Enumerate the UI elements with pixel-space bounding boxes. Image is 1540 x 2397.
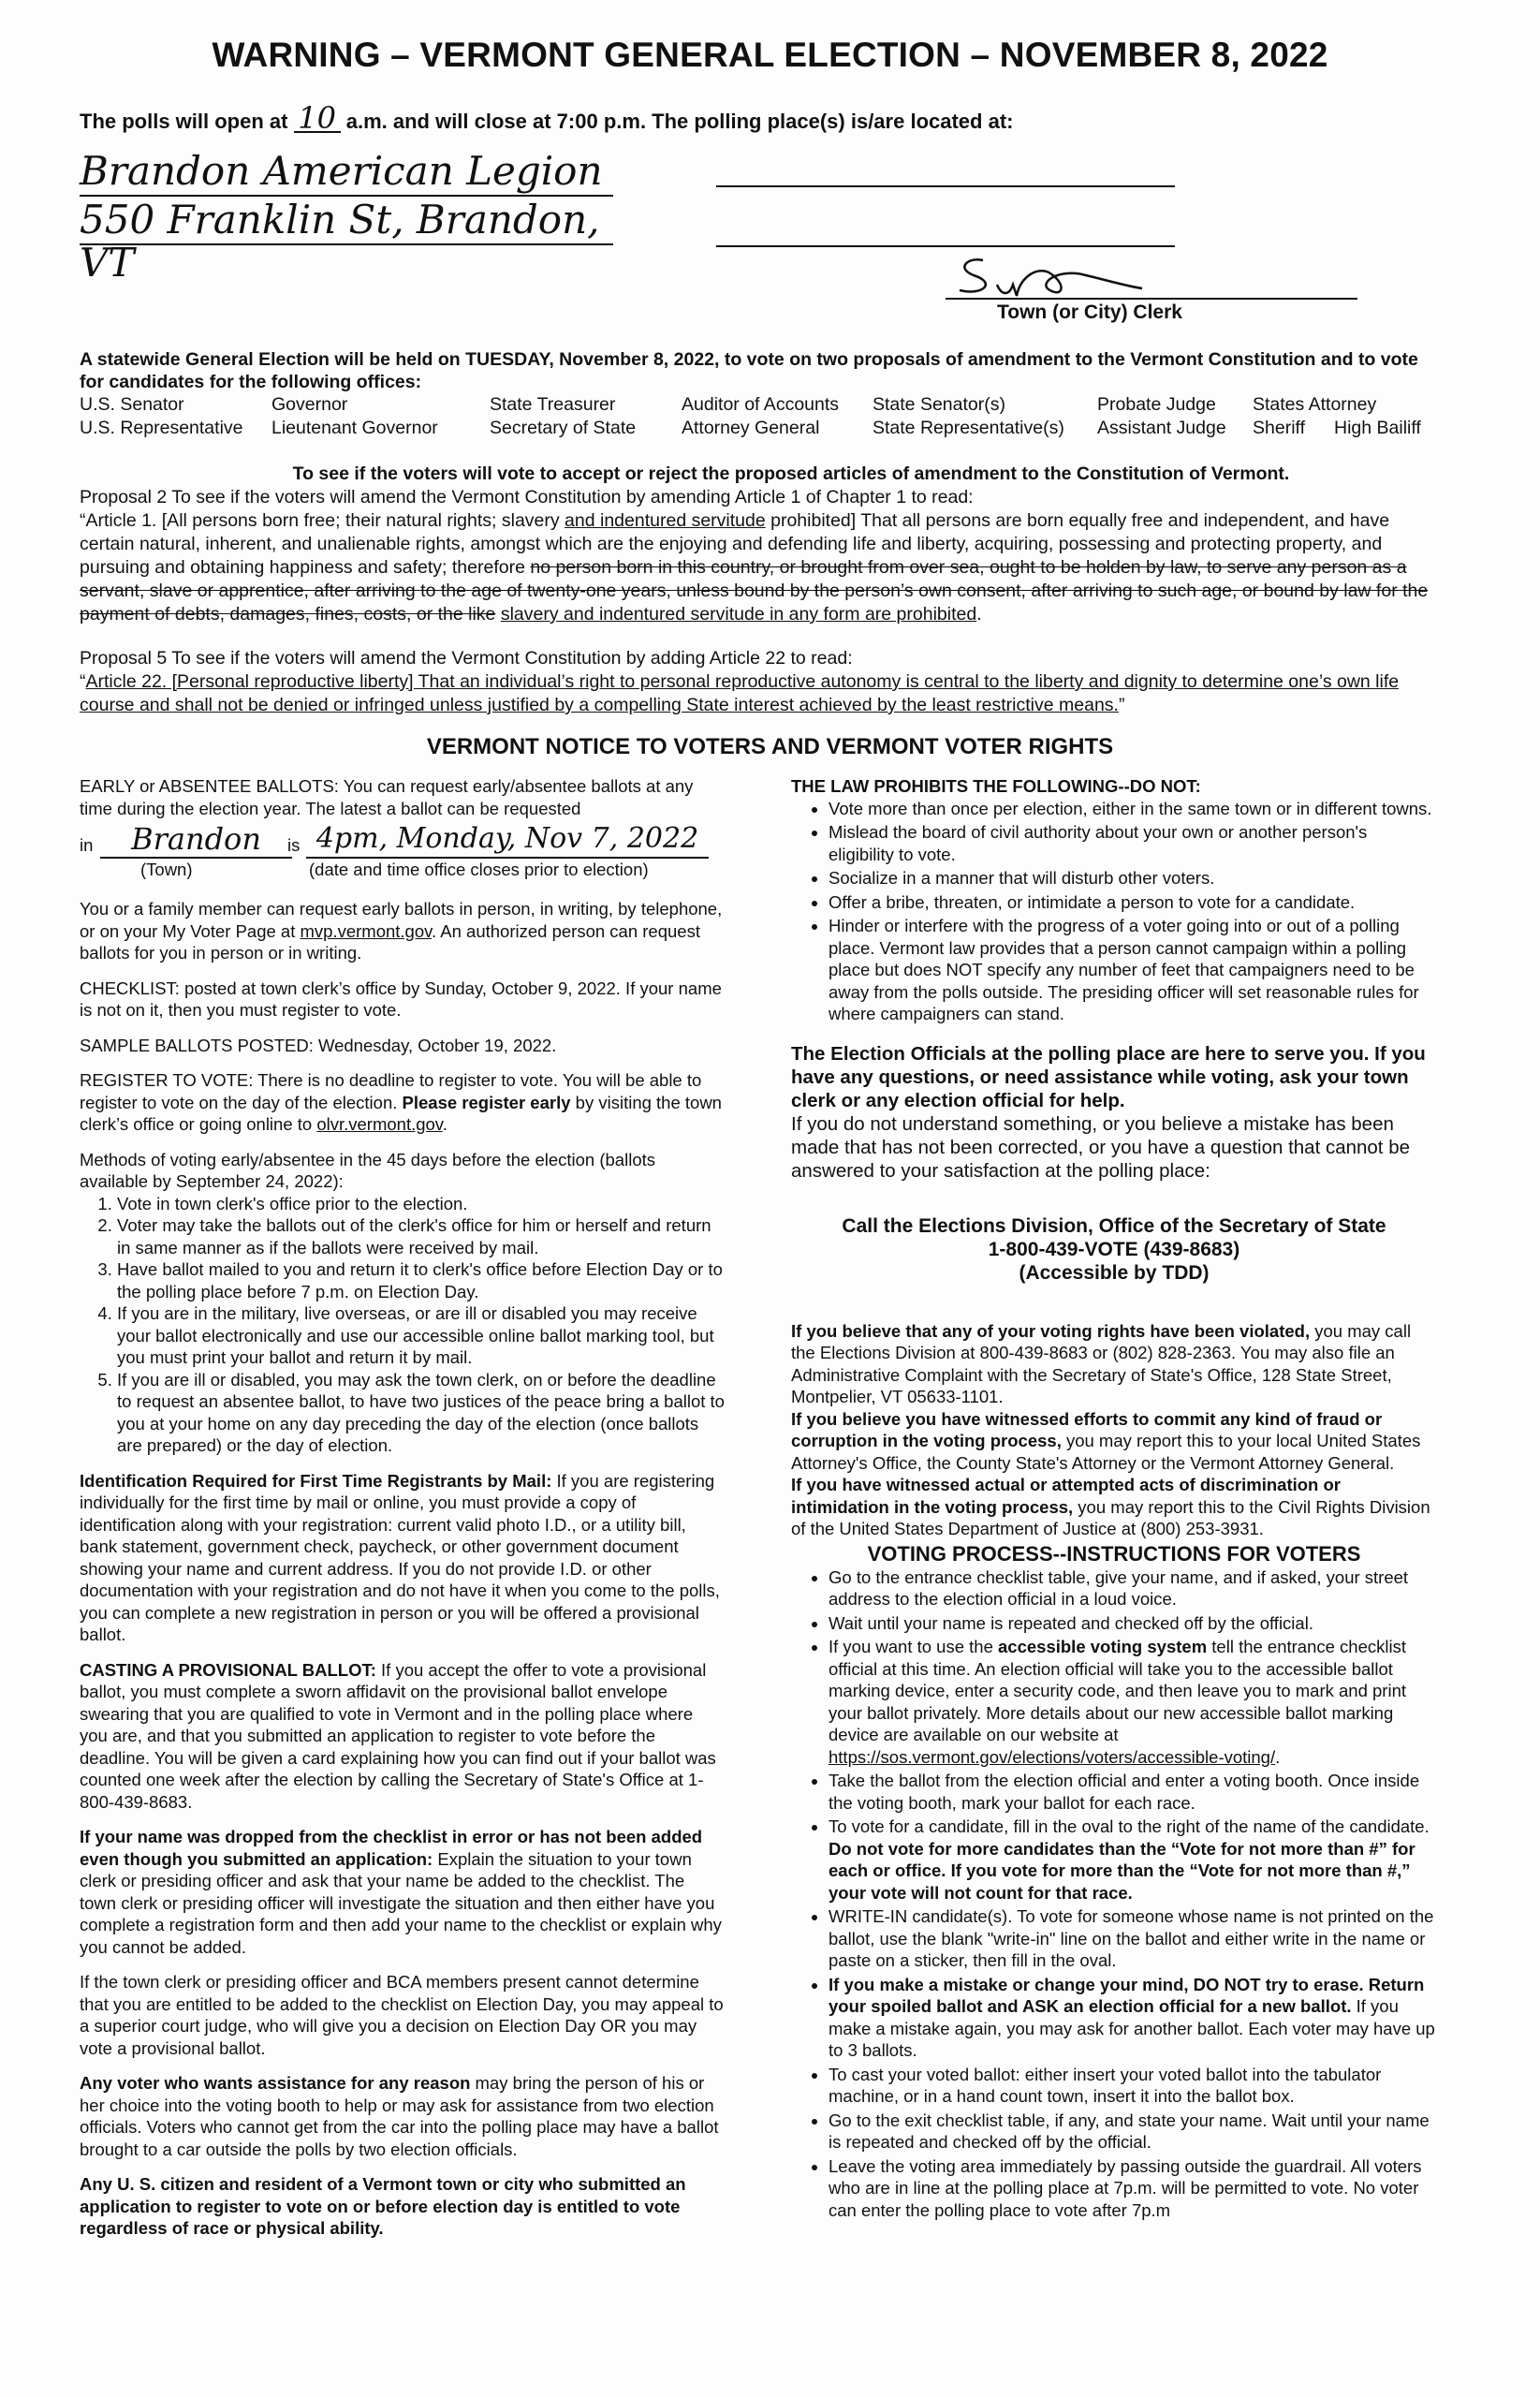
proc-3-text-a: If you want to use the — [829, 1637, 998, 1656]
methods-list — [80, 1193, 726, 1457]
p2-text-a: “Article 1. [All persons born free; their natural rights; slavery — [80, 510, 565, 531]
checklist-label: CHECKLIST: — [80, 978, 180, 998]
olvr-link[interactable]: olvr.vermont.gov — [316, 1114, 443, 1134]
fraud-label: If you believe you have witnessed efforts to commit any kind of fraud or corruption in the voting process, — [791, 1408, 1383, 1450]
identification-label: Identification Required for First Time Registrants by Mail: — [80, 1470, 552, 1491]
proc-7-bold: If you make a mistake or change your mind, DO NOT try to erase. Return your spoiled ballot and ASK an election official for a new ballot. — [829, 1974, 1425, 2016]
deadline-caption: (date and time office closes prior to election) — [309, 860, 649, 879]
accessible-voting-bold: accessible voting system — [998, 1637, 1208, 1656]
polls-hours-line — [80, 100, 1014, 136]
process-item: • Go to the entrance checklist table, give your name, and if asked, your street address to the election official in a loud voice. — [829, 1566, 1437, 1610]
voting-process-heading: VOTING PROCESS--INSTRUCTIONS FOR VOTERS — [867, 1541, 1361, 1566]
amendments-heading: To see if the voters will vote to accept or reject the proposed articles of amendment to the Constitution of Vermont. — [292, 463, 1290, 484]
clerk-label: Town (or City) Clerk — [997, 301, 1182, 323]
office-high-bailiff: High Bailiff — [1334, 418, 1421, 438]
polls-close-text: a.m. and will close at 7:00 p.m. The polling place(s) is/are located at: — [345, 110, 1014, 133]
office-sheriff: Sheriff — [1253, 418, 1306, 438]
call-line-3: (Accessible by TDD) — [1019, 1261, 1210, 1284]
dropped-name-label: If your name was dropped from the checklist in error or has not been added even though you submitted an application: — [80, 1827, 703, 1869]
dropped-name-text: Explain the situation to your town clerk or presiding officer and ask that your name be added to the checklist. The town clerk or presiding officer will investigate the situation and then either have you complete a registration form and then add your name to the checklist or explain why you cannot be added. — [80, 1848, 722, 1957]
office-us-representative: U.S. Representative — [80, 418, 243, 438]
location-line-1: Brandon American Legion — [80, 150, 613, 197]
identification-paragraph — [80, 1470, 726, 1646]
location-blank-line-3 — [716, 184, 1175, 187]
family-request-paragraph — [80, 898, 726, 964]
offices-row-1 — [80, 394, 1446, 417]
proc-5-bold: Do not vote for more candidates than the “Vote for not more than #” for each or office. If you vote for more than the “Vote for not more than #,” your vote will not count for that race. — [829, 1838, 1415, 1903]
process-item — [829, 1974, 1437, 2062]
early-ballots-paragraph — [80, 775, 726, 819]
methods-intro: Methods of voting early/absentee in the 45 days before the election (ballots available by September 24, 2022): — [80, 1149, 655, 1191]
p5-article-22: Article 22. [Personal reproductive liberty] That an individual’s right to personal reproductive autonomy is central to the liberty and dignity to determine one’s own life course and shall not be denied or infringed unless justified by a compelling State interest achieved by the least restrictive means. — [80, 671, 1400, 715]
office-us-senator: U.S. Senator — [80, 394, 184, 415]
call-line-2: 1-800-439-VOTE (439-8683) — [988, 1238, 1240, 1260]
law-heading: THE LAW PROHIBITS THE FOLLOWING--DO NOT: — [791, 776, 1201, 796]
office-attorney-general: Attorney General — [682, 418, 820, 438]
family-text-a: You or a family member can request early ballots in person, in writing, by telephone, or on your My Voter Page at — [80, 899, 723, 941]
office-lieutenant-governor: Lieutenant Governor — [271, 418, 438, 438]
method-item: 5. If you are ill or disabled, you may ask the town clerk, on or before the deadline to request an absentee ballot, to have two justices of the peace bring a ballot to you at your home on any day preceding the day of the election (once ballots are prepared) or the day of election. — [117, 1369, 726, 1457]
process-item: • Go to the exit checklist table, if any, and state your name. Wait until your name is repeated and checked off by the official. — [829, 2110, 1437, 2154]
office-secretary-of-state: Secretary of State — [490, 418, 637, 438]
discrimination-paragraph — [791, 1474, 1437, 1540]
mvp-link[interactable]: mvp.vermont.gov — [300, 920, 433, 941]
checklist-paragraph — [80, 978, 726, 1022]
office-probate-judge: Probate Judge — [1097, 394, 1216, 415]
assistance-paragraph — [80, 2072, 726, 2160]
office-auditor: Auditor of Accounts — [682, 394, 840, 415]
provisional-text: If you accept the offer to vote a provisional ballot, you must complete a sworn affidavit on the provisional ballot envelope swearing that you are qualified to vote in Vermont and in the polling place where you are, and that you submitted an application to register to vote before the deadline. You will be given a card explaining how you can find out if your ballot was counted one week after the election by calling the Secretary of State's Office at 1-800-439-8683. — [80, 1659, 716, 1812]
p2-text-added-1: and indentured servitude — [565, 510, 766, 531]
register-text-a: REGISTER TO VOTE: There is no deadline to register to vote. You will be able to register to vote on the day of the election. — [80, 1070, 702, 1112]
fraud-paragraph — [791, 1408, 1437, 1475]
early-ballots-text: You can request early/absentee ballots at any time during the election year. The latest a ballot can be requested — [80, 776, 694, 818]
process-item: • WRITE-IN candidate(s). To vote for someone whose name is not printed on the ballot, use the blank "write-in" line on the ballot and either write in the name or paste on a sticker, then fill in the oval. — [829, 1905, 1437, 1972]
dropped-name-paragraph — [80, 1826, 726, 1958]
proposal-5-text — [80, 670, 1446, 717]
polls-open-prefix: The polls will open at — [80, 110, 288, 133]
offices-row-2 — [80, 418, 1446, 440]
right-column — [791, 775, 1437, 2223]
election-intro: A statewide General Election will be held on TUESDAY, November 8, 2022, to vote on two proposals of amendment to the Vermont Constitution and to vote for candidates for the following offices: — [80, 349, 1418, 392]
checklist-text: posted at town clerk’s office by Sunday, October 9, 2022. If your name is not on it, then you must register to vote. — [80, 978, 722, 1020]
voting-process-list — [791, 1566, 1437, 2222]
office-states-attorney: States Attorney — [1253, 394, 1377, 415]
deadline-fill-in — [80, 819, 726, 885]
office-governor: Governor — [271, 394, 348, 415]
location-line-2: 550 Franklin St, Brandon, VT — [80, 199, 613, 245]
p2-text-added-2: slavery and indentured servitude in any form are prohibited — [500, 604, 977, 625]
proc-3-text-d: . — [1275, 1746, 1281, 1767]
office-state-senator: State Senator(s) — [873, 394, 1005, 415]
method-item: 4. If you are in the military, live overseas, or are ill or disabled you may receive your ballot electronically and use our accessible online ballot marking tool, but you must print your ballot and return it by mail. — [117, 1302, 726, 1369]
proc-7-text: If you make a mistake again, you may ask for another ballot. Each voter may have up to 3 ballots. — [829, 1996, 1435, 2060]
office-assistant-judge: Assistant Judge — [1097, 418, 1226, 438]
document-title: WARNING – VERMONT GENERAL ELECTION – NOVEMBER 8, 2022 — [212, 36, 1328, 74]
law-item: • Vote more than once per election, either in the same town or in different towns. — [829, 798, 1437, 820]
provisional-paragraph — [80, 1659, 726, 1814]
town-handwritten: Brandon — [100, 821, 292, 859]
process-item: • Leave the voting area immediately by passing outside the guardrail. All voters who are in line at the polling place at 7p.m. will be permitted to vote. No voter can enter the polling place to vote after 7p.m — [829, 2155, 1437, 2222]
law-item: • Socialize in a manner that will disturb other voters. — [829, 867, 1437, 890]
open-time-handwritten: 10 — [294, 105, 341, 133]
identification-text: If you are registering individually for the first time by mail or online, you must provide a copy of identification along with your registration: current valid photo I.D., or a utility bill, bank statement, government check, paycheck, or other government document showing your name and current address. If you do not provide I.D. or other documentation with your registration and do not have it when you come to the polls, you can complete a new registration in person or you will be offered a provisional ballot. — [80, 1470, 720, 1644]
provisional-label: CASTING A PROVISIONAL BALLOT: — [80, 1659, 376, 1680]
proc-5-text-a: To vote for a candidate, fill in the oval to the right of the name of the candidate. — [829, 1816, 1430, 1836]
proposal-2-text — [80, 509, 1446, 626]
proc-3-text-c: tell the entrance checklist official at this time. An election official will take you to the accessible ballot marking device, enter a security code, and then leave you to mark and print your ballot privately. More details about our new accessible ballot marking device are available on our website at — [829, 1637, 1407, 1744]
process-item — [829, 1816, 1437, 1904]
sample-ballots-paragraph: SAMPLE BALLOTS POSTED: Wednesday, October 19, 2022. — [80, 1035, 557, 1055]
call-line-1: Call the Elections Division, Office of the Secretary of State — [842, 1214, 1386, 1237]
in-word: in — [80, 835, 94, 855]
law-item: • Offer a bribe, threaten, or intimidate a person to vote for a candidate. — [829, 891, 1437, 914]
process-item: • Take the ballot from the election official and enter a voting booth. Once inside the voting booth, mark your ballot for each race. — [829, 1770, 1437, 1814]
method-item: 1. Vote in town clerk's office prior to the election. — [117, 1193, 726, 1215]
violated-label: If you believe that any of your voting rights have been violated, — [791, 1320, 1311, 1341]
bca-paragraph: If the town clerk or presiding officer and BCA members present cannot determine that you are entitled to be added to the checklist on Election Day, you may appeal to a superior court judge, who will give you a decision on Election Day OR you may vote a provisional ballot. — [80, 1972, 724, 2058]
left-column — [80, 775, 726, 2240]
officials-bold: The Election Officials at the polling place are here to serve you. If you have any questions, or need assistance while voting, ask your town clerk or any election official for help. — [791, 1042, 1426, 1111]
register-text-d: . — [442, 1114, 447, 1134]
p2-text-end: . — [976, 604, 982, 625]
deadline-handwritten: 4pm, Monday, Nov 7, 2022 — [306, 821, 709, 859]
notice-heading: VERMONT NOTICE TO VOTERS AND VERMONT VOTER RIGHTS — [426, 734, 1114, 759]
method-item: 3. Have ballot mailed to you and return it to clerk's office before Election Day or to the polling place before 7 p.m. on Election Day. — [117, 1258, 726, 1302]
register-text-c: by visiting the town clerk’s office or going online to — [80, 1092, 722, 1134]
is-word: is — [287, 835, 301, 855]
law-list — [791, 798, 1437, 1025]
proposal-5-intro: Proposal 5 To see if the voters will amend the Vermont Constitution by adding Article 22 to read: — [80, 648, 853, 669]
process-item — [829, 1636, 1437, 1768]
early-ballots-label: EARLY or ABSENTEE BALLOTS: — [80, 776, 339, 796]
family-text-b: . An authorized person can request ballots for you in person or in writing. — [80, 920, 700, 963]
discrimination-text: you may report this to the Civil Rights Division of the United States Department of Justice at (800) 253-3931. — [791, 1496, 1430, 1538]
law-item: • Hinder or interfere with the progress of a voter going into or out of a polling place. Vermont law provides that a person cannot campaign within a polling place but does NOT specify any number of feet that campaigners need to be away from the polls outside. The presiding officer will set reasonable rules for where campaigners can stand. — [829, 915, 1437, 1025]
register-paragraph — [80, 1069, 726, 1136]
assistance-text: may bring the person of his or her choice into the voting booth to help or may ask for assistance from two election officials. Voters who cannot get from the car into the polling place may have a ballot brought to a car outside the polls by two election officials. — [80, 2073, 719, 2159]
p2-text-struck: no person born in this country, or brought from over sea, ought to be holden by law, to serve any person as a servant, slave or apprentice, after arriving to the age of twenty-one years, unless bound by the person’s own consent, after arriving to such age, or bound by law for the payment of debts, damages, fines, costs, or the like — [80, 557, 1429, 625]
fraud-text: you may report this to your local United States Attorney's Office, the County State's Attorney or the Vermont Attorney General. — [791, 1431, 1421, 1473]
process-item: • To cast your voted ballot: either insert your voted ballot into the tabulator machine, or in a hand count town, insert it into the ballot box. — [829, 2064, 1437, 2108]
p2-text-c: prohibited] That all persons are born equally free and independent, and have certain natural, inherent, and unalienable rights, amongst which are the enjoying and defending life and liberty, acquiring, possessing and protecting property, and pursuing and obtaining happiness and safety; therefore — [80, 510, 1390, 578]
amendments-section — [80, 463, 1446, 717]
violated-text: you may call the Elections Division at 800-439-8683 or (802) 828-2363. You may also file an Administrative Complaint with the Secretary of State's Office, 128 State Street, Montpelier, VT 05633-1101. — [791, 1320, 1412, 1406]
law-item: • Mislead the board of civil authority about your own or another person's eligibility to vote. — [829, 821, 1437, 865]
elections-division-contact — [791, 1214, 1437, 1285]
office-state-representative: State Representative(s) — [873, 418, 1064, 438]
method-item: 2. Voter may take the ballots out of the clerk's office for him or herself and return in same manner as if the ballots were received by mail. — [117, 1214, 726, 1258]
p5-open-quote: “ — [80, 671, 86, 692]
violated-paragraph — [791, 1320, 1437, 1408]
p5-close-quote: ” — [1118, 695, 1125, 715]
register-early-bold: Please register early — [402, 1092, 571, 1112]
proposal-2-intro: Proposal 2 To see if the voters will amend the Vermont Constitution by amending Article 1 of Chapter 1 to read: — [80, 487, 974, 507]
town-caption: (Town) — [140, 860, 193, 879]
clerk-signature-icon — [946, 247, 1357, 303]
process-item: • Wait until your name is repeated and checked off by the official. — [829, 1612, 1437, 1635]
officials-text: If you do not understand something, or you believe a mistake has been made that has not been corrected, or you have a question that cannot be answered to your satisfaction at the polling place: — [791, 1112, 1411, 1182]
assistance-label: Any voter who wants assistance for any reason — [80, 2073, 471, 2093]
office-state-treasurer: State Treasurer — [490, 394, 616, 415]
discrimination-label: If you have witnessed actual or attempted acts of discrimination or intimidation in the voting process, — [791, 1475, 1341, 1517]
citizen-paragraph: Any U. S. citizen and resident of a Vermont town or city who submitted an application to register to vote on or before election day is entitled to vote regardless of race or physical ability. — [80, 2174, 686, 2238]
accessible-voting-link[interactable]: https://sos.vermont.gov/elections/voters/accessible-voting/ — [829, 1746, 1276, 1767]
